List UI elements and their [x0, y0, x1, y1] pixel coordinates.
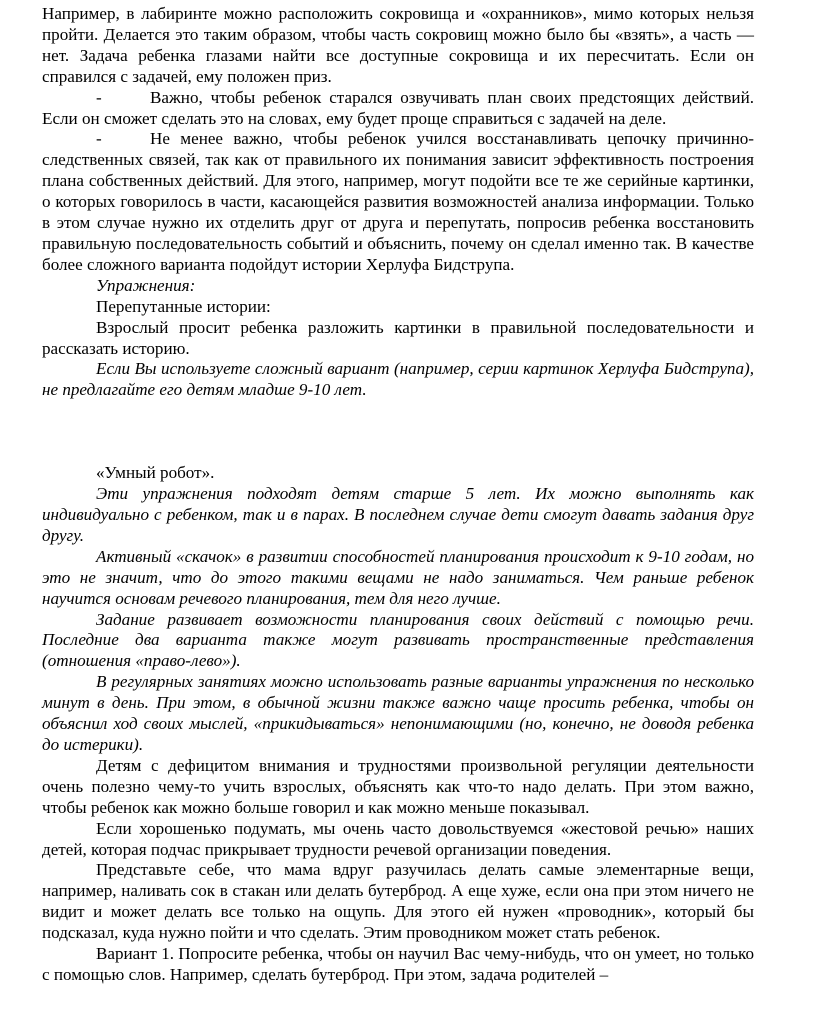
exercise-title-mixed-stories: Перепутанные истории: [96, 296, 271, 316]
bullet-marker: - [96, 87, 102, 107]
document-page [42, 4, 754, 986]
bullet-text: Не менее важно, чтобы ребенок учился восстанавливать цепочку причинно-следственных связей, так как от правильного их понимания зависит эффективность построения плана собственных действий. Для этого, например, могут подойти все те же серийные картинки, о которых говорилось в части, касающейся развития возможностей анализа информации. Только в этом случае нужно их отделить друг от друга и перепутать, попросив ребенка восстановить правильную последовательность событий и объяснить, почему он сделал именно так. В качестве более сложного варианта подойдут истории Херлуфа Бидструпа. [42, 129, 754, 274]
exercise-note-planning-jump: Активный «скачок» в развитии способностей планирования происходит к 9-10 годам, но это не значит, что до этого такими вещами не надо заниматься. Чем раньше ребенок научится основам речевого планирования, тем для него лучше. [42, 546, 754, 608]
bullet-text: Важно, чтобы ребенок старался озвучивать план своих предстоящих действий. Если он сможет сделать это на словах, ему будет проще справиться с задачей на деле. [42, 87, 754, 128]
exercise-note-speech-planning: Задание развивает возможности планирования своих действий с помощью речи. Последние два варианта также могут развивать пространственные представления (отношения «право-лево»). [42, 609, 754, 671]
bullet-marker: - [96, 129, 102, 149]
exercise-note-mixed-stories: Если Вы используете сложный вариант (например, серии картинок Херлуфа Бидструпа), не предлагайте его детям младше 9-10 лет. [42, 359, 754, 400]
paragraph-attention-deficit: Детям с дефицитом внимания и трудностями произвольной регуляции деятельности очень полезно чему-то учить взрослых, объяснять как что-то надо делать. При этом важно, чтобы ребенок как можно больше говорил и как можно меньше показывал. [42, 755, 754, 817]
exercises-heading: Упражнения: [96, 275, 196, 295]
paragraph-variant-1: Вариант 1. Попросите ребенка, чтобы он научил Вас чему-нибудь, что он умеет, но только с помощью слов. Например, сделать бутерброд. При этом, задача родителей – [42, 944, 754, 984]
section-spacer [42, 401, 754, 463]
exercise-note-age: Эти упражнения подходят детям старше 5 лет. Их можно выполнять как индивидуально с ребенком, так и в парах. В последнем случае дети смогут давать задания друг другу. [42, 484, 754, 545]
paragraph-gesture-speech: Если хорошенько подумать, мы очень часто довольствуемся «жестовой речью» наших детей, которая подчас прикрывает трудности речевой организации поведения. [42, 818, 754, 859]
paragraph-labyrinth: Например, в лабиринте можно расположить сокровища и «охранников», мимо которых нельзя пройти. Делается это таким образом, чтобы часть сокровищ можно было бы «взять», а часть — нет. Задача ребенка глазами найти все доступные сокровища и их пересчитать. Если он справился с задачей, ему положен приз. [42, 4, 754, 86]
exercise-title-smart-robot: «Умный робот». [96, 463, 215, 483]
bullet-item-voice-plan [42, 88, 754, 130]
paragraph-imagine: Представьте себе, что мама вдруг разучилась делать самые элементарные вещи, например, наливать сок в стакан или делать бутерброд. А еще хуже, если она при этом ничего не видит и может делать все только на ощупь. Для этого ей нужен «проводник», который бы подсказал, куда нужно пойти и что сделать. Этим проводником может стать ребенок. [42, 860, 754, 943]
exercise-note-regular-practice: В регулярных занятиях можно использовать разные варианты упражнения по несколько минут в день. При этом, в обычной жизни также важно чаще просить ребенка, чтобы он объяснил ход своих мыслей, «прикидываться» непонимающими (но, конечно, не доводя ребенка до истерики). [42, 672, 754, 754]
bullet-item-cause-effect [42, 129, 754, 275]
exercise-text-mixed-stories: Взрослый просит ребенка разложить картинки в правильной последовательности и рассказать историю. [42, 317, 754, 358]
